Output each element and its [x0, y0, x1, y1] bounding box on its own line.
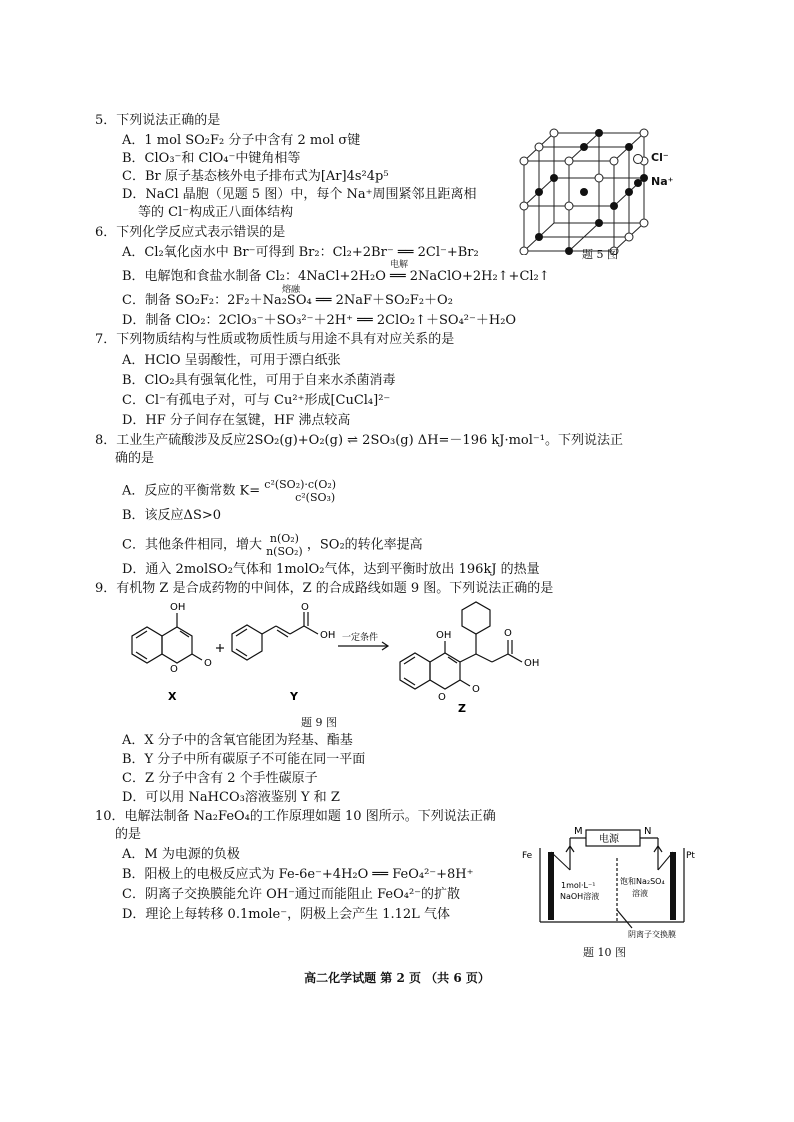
- y-label: Y: [290, 690, 298, 703]
- electrolysis-cell-figure: [520, 822, 710, 942]
- page-footer: 高二化学试题 第 2 页 （共 6 页）: [304, 971, 490, 985]
- fe-electrode: [548, 852, 554, 920]
- q10-figure-caption: 题 10 图: [583, 946, 626, 959]
- q6-option-c: C．制备 SO₂F₂：2F₂＋Na₂SO₄ ══ 2NaF＋SO₂F₂＋O₂: [122, 293, 453, 308]
- q8-c-denominator: n(SO₂): [266, 545, 303, 558]
- q5-option-d: D．NaCl 晶胞（见题 5 图）中，每个 Na⁺周围紧邻且距离相: [122, 187, 477, 202]
- fe-label: Fe: [522, 851, 533, 861]
- x-label: X: [168, 690, 177, 703]
- power-label: 电源: [599, 834, 619, 845]
- pt-electrode: [670, 852, 676, 920]
- q7-option-c: C．Cl⁻有孤电子对，可与 Cu²⁺形成[CuCl₄]²⁻: [122, 393, 391, 408]
- q9-option-c: C．Z 分子中含有 2 个手性碳原子: [122, 771, 318, 786]
- q6-option-a: A．Cl₂氧化卤水中 Br⁻可得到 Br₂：Cl₂+2Br⁻ ══ 2Cl⁻+Br₂: [122, 245, 479, 260]
- z-acid-oh-label: OH: [524, 658, 540, 669]
- legend-cl-label: Cl⁻: [651, 151, 669, 164]
- q10-option-a: A．M 为电源的负极: [122, 847, 240, 862]
- q8-c-text: C．其他条件相同，增大: [122, 537, 262, 553]
- pt-label: Pt: [686, 851, 695, 861]
- q5-option-a: A．1 mol SO₂F₂ 分子中含有 2 mol σ键: [122, 133, 361, 148]
- q10-stem-line2: 的是: [115, 827, 142, 842]
- q8-c-fraction: [266, 532, 303, 558]
- x-oh-label: OH: [170, 602, 186, 613]
- q9-option-d: D．可以用 NaHCO₃溶液鉴别 Y 和 Z: [122, 790, 340, 805]
- q10-option-c: C．阴离子交换膜能允许 OH⁻通过而能阻止 FeO₄²⁻的扩散: [122, 887, 461, 902]
- q9-figure-caption: 题 9 图: [301, 716, 337, 729]
- q8-stem: [95, 432, 705, 468]
- right-solution-line1: 饱和Na₂SO₄: [620, 877, 665, 886]
- q8-a-denominator: c²(SO₃): [295, 491, 336, 504]
- q8-c-numerator: n(O₂): [269, 532, 299, 545]
- q7-option-a: A．HClO 呈弱酸性，可用于漂白纸张: [122, 353, 341, 368]
- q8-stem-line1: 8．工业生产硫酸涉及反应2SO₂(g)+O₂(g) ⇌ 2SO₃(g) ΔH=－196 kJ·mol⁻¹。下列说法正: [95, 433, 623, 448]
- right-solution-line2: 溶液: [632, 889, 648, 898]
- q8-a-numerator: c²(SO₂)·c(O₂): [264, 478, 337, 491]
- q5-option-c: C．Br 原子基态核外电子排布式为[Ar]4s²4p⁵: [122, 169, 389, 184]
- z-label: Z: [458, 702, 466, 715]
- q5-option-d-cont: 等的 Cl⁻构成正八面体结构: [138, 205, 294, 220]
- q8-stem-line2: 确的是: [115, 451, 155, 466]
- q8-a-text: A．反应的平衡常数 K=: [122, 483, 261, 499]
- q5-figure-caption: 题 5 图: [582, 248, 618, 261]
- q5-stem: 5．下列说法正确的是: [95, 113, 221, 128]
- z-oh-label: OH: [436, 630, 452, 641]
- q9-reaction-scheme: [120, 596, 600, 716]
- q8-c-tail: ，SO₂的转化率提高: [306, 537, 423, 553]
- y-o-label: O: [301, 602, 309, 613]
- legend-markers: [630, 150, 650, 195]
- q8-option-c: [122, 532, 423, 558]
- left-solution-line1: 1mol·L⁻¹: [561, 881, 596, 890]
- m-terminal-label: M: [574, 826, 583, 837]
- q7-stem: 7．下列物质结构与性质或物质性质与用途不具有对应关系的是: [95, 332, 455, 347]
- q8-option-d: D．通入 2molSO₂气体和 1molO₂气体，达到平衡时放出 196kJ 的热量: [122, 562, 540, 577]
- q10-option-b: B．阳极上的电极反应式为 Fe-6e⁻+4H₂O ══ FeO₄²⁻+8H⁺: [122, 867, 474, 882]
- x-ring-o-label: O: [170, 664, 178, 675]
- q6-b-condition: 电解: [390, 260, 409, 270]
- n-terminal-label: N: [644, 826, 652, 837]
- q10-stem: [95, 808, 525, 844]
- q6-option-d: D．制备 ClO₂：2ClO₃⁻＋SO₃²⁻＋2H⁺ ══ 2ClO₂↑＋SO₄²⁻＋H₂O: [122, 313, 517, 328]
- q9-option-a: A．X 分子中的含氧官能团为羟基、酯基: [122, 733, 353, 748]
- q9-stem: 9．有机物 Z 是合成药物的中间体，Z 的合成路线如题 9 图。下列说法正确的是: [95, 581, 554, 596]
- y-oh-label: OH: [320, 630, 336, 641]
- z-carbonyl-o-label: O: [472, 684, 480, 695]
- q8-option-a: [122, 478, 336, 504]
- z-acid-o-label: O: [504, 628, 512, 639]
- q10-stem-line1: 10．电解法制备 Na₂FeO₄的工作原理如题 10 图所示。下列说法正确: [95, 809, 496, 824]
- left-solution-line2: NaOH溶液: [560, 892, 600, 901]
- arrow-condition: 一定条件: [342, 633, 379, 643]
- q6-stem: 6．下列化学反应式表示错误的是: [95, 225, 286, 240]
- q10-option-d: D．理论上每转移 0.1mole⁻，阴极上会产生 1.12L 气体: [122, 907, 450, 922]
- q8-a-fraction: [264, 478, 336, 504]
- q6-c-condition: 熔融: [282, 285, 301, 295]
- q6-option-b: B．电解饱和食盐水制备 Cl₂：4NaCl+2H₂O ══ 2NaClO+2H₂↑+Cl₂↑: [122, 269, 550, 284]
- q7-option-d: D．HF 分子间存在氢键，HF 沸点较高: [122, 413, 351, 428]
- membrane-label: 阴离子交换膜: [628, 930, 676, 939]
- q8-option-b: B．该反应ΔS>0: [122, 508, 222, 523]
- legend-na-label: Na⁺: [651, 175, 674, 188]
- x-carbonyl-o-label: O: [204, 658, 212, 669]
- q9-option-b: B．Y 分子中所有碳原子不可能在同一平面: [122, 752, 366, 767]
- z-ring-o-label: O: [438, 692, 446, 703]
- q5-option-b: B．ClO₃⁻和 ClO₄⁻中键角相等: [122, 151, 301, 166]
- q7-option-b: B．ClO₂具有强氧化性，可用于自来水杀菌消毒: [122, 373, 396, 388]
